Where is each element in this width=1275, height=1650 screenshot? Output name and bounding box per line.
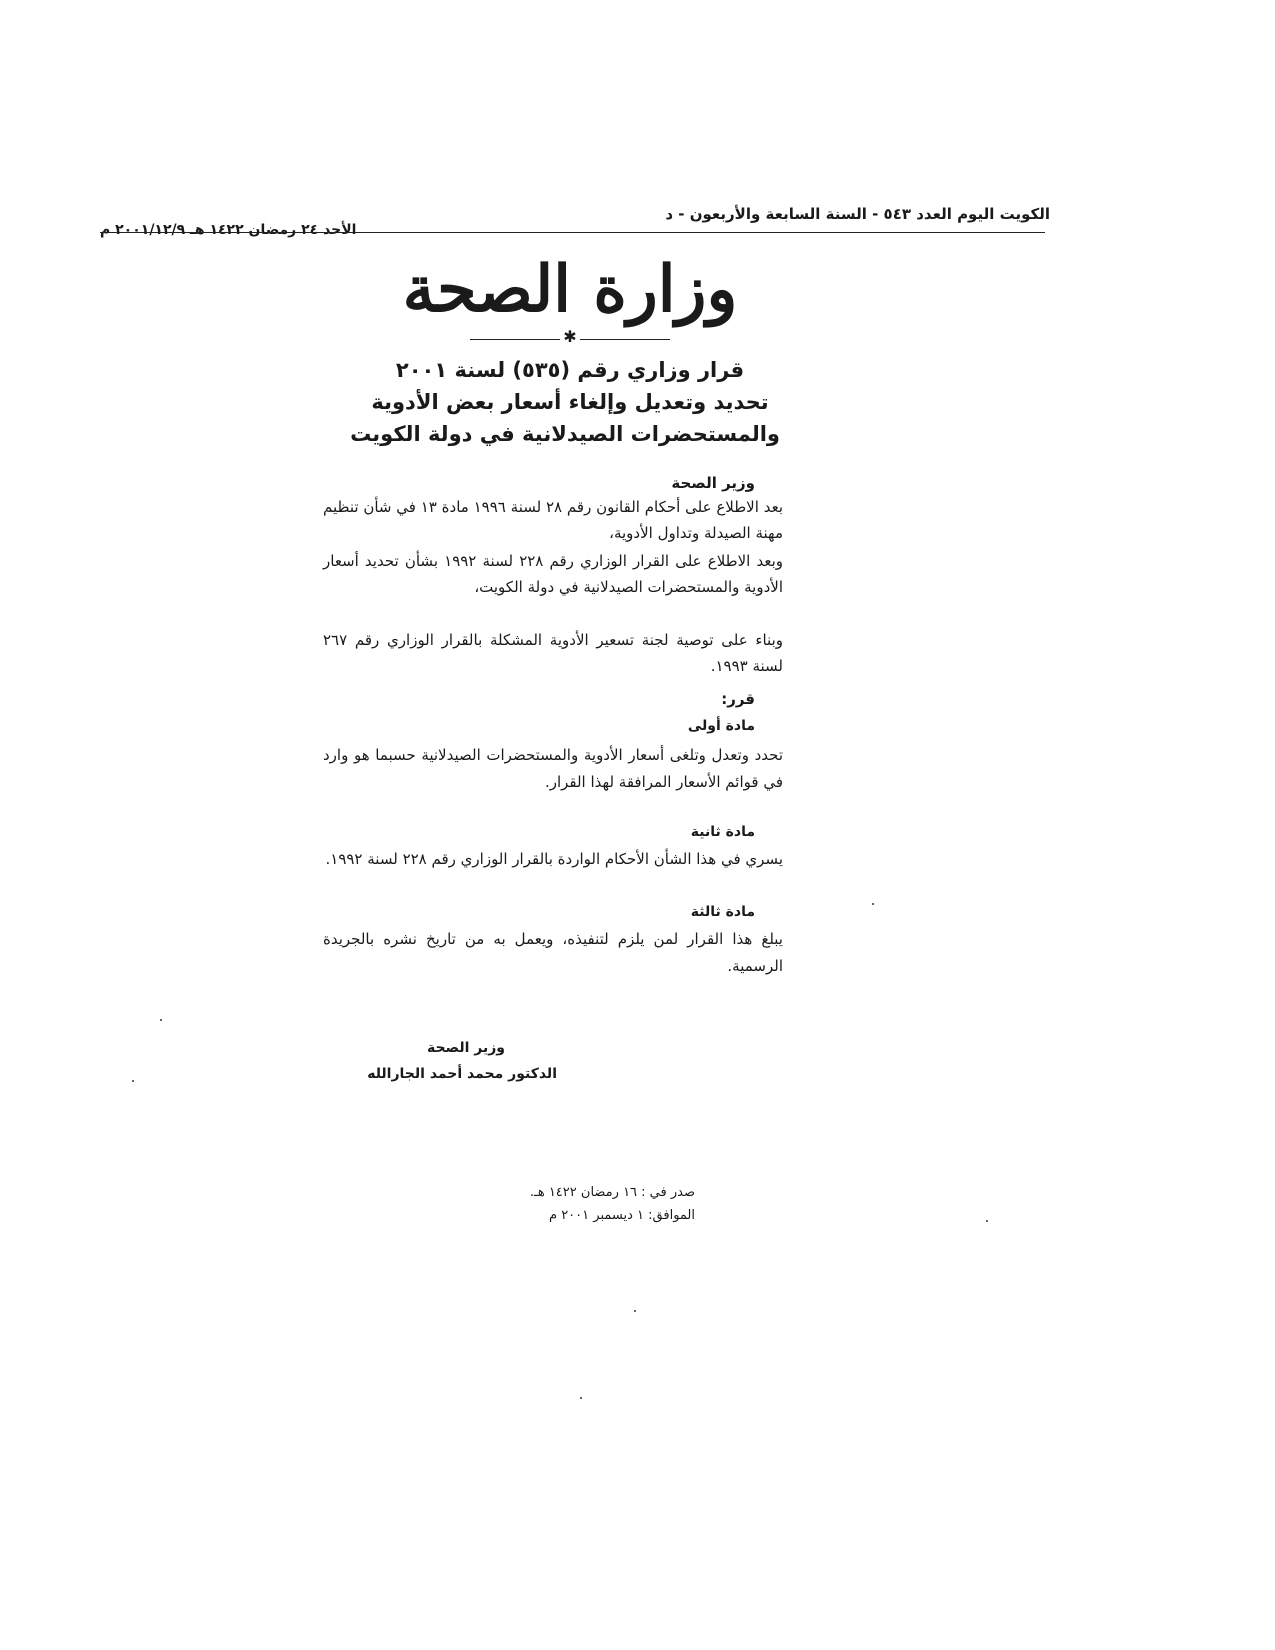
article-3-text: يبلغ هذا القرار لمن يلزم لتنفيذه، ويعمل به من تاريخ نشره بالجريدة الرسمية.	[323, 930, 783, 975]
decree-subtitle-line-2: والمستحضرات الصيدلانية في دولة الكويت	[350, 422, 780, 446]
scan-speck	[634, 1310, 636, 1312]
header-issue: الكويت اليوم العدد ٥٤٣ - السنة السابعة والأربعون - د	[665, 205, 1050, 223]
decided-heading: قرر:	[721, 690, 755, 708]
article-2-title: مادة ثانية	[690, 824, 755, 840]
header-date: الأحد ٢٤ رمضان ١٤٢٢ هـ ٢٠٠١/١٢/٩ م	[100, 222, 357, 238]
corresponding-date: الموافق: ١ ديسمبر ٢٠٠١ م	[549, 1208, 695, 1223]
article-2-text: يسري في هذا الشأن الأحكام الواردة بالقرار الوزاري رقم ٢٢٨ لسنة ١٩٩٢.	[325, 850, 783, 868]
star-icon: ✱	[563, 327, 577, 346]
article-1-title: مادة أولى	[687, 718, 755, 734]
ministry-heading: وزارة الصحة	[402, 252, 738, 327]
scan-speck	[580, 1397, 582, 1399]
issued-date: صدر في : ١٦ رمضان ١٤٢٢ هـ.	[529, 1185, 695, 1200]
decree-subtitle-line-1: تحديد وتعديل وإلغاء أسعار بعض الأدوية	[371, 390, 769, 414]
scan-speck	[132, 1080, 134, 1082]
article-3-title: مادة ثالثة	[690, 904, 755, 920]
ornament-line-right	[580, 339, 670, 340]
signature-title: وزير الصحة	[426, 1040, 505, 1056]
preamble-paragraph: وبناء على توصية لجنة تسعير الأدوية المشكلة بالقرار الوزاري رقم ٢٦٧ لسنة ١٩٩٣.	[323, 631, 783, 675]
ornament-divider	[470, 327, 670, 347]
scan-speck	[872, 903, 874, 905]
scan-speck	[160, 1019, 162, 1021]
article-1-text: تحدد وتعدل وتلغى أسعار الأدوية والمستحضرات الصيدلانية حسبما هو وارد في قوائم الأسعار المرافقة لهذا القرار.	[323, 746, 783, 791]
preamble-paragraph: وبعد الاطلاع على القرار الوزاري رقم ٢٢٨ لسنة ١٩٩٢ بشأن تحديد أسعار الأدوية والمستحضرات الصيدلانية في دولة الكويت،	[323, 552, 784, 596]
minister-label: وزير الصحة	[671, 474, 755, 492]
decree-title: قرار وزاري رقم (٥٣٥) لسنة ٢٠٠١	[395, 358, 745, 382]
header-rule	[100, 232, 1045, 233]
signature-name: الدكتور محمد أحمد الجارالله	[367, 1066, 557, 1082]
preamble-paragraph: بعد الاطلاع على أحكام القانون رقم ٢٨ لسنة ١٩٩٦ مادة ١٣ في شأن تنظيم مهنة الصيدلة وتداول الأدوية،	[323, 498, 783, 542]
scan-speck	[986, 1220, 988, 1222]
ornament-line-left	[470, 339, 560, 340]
